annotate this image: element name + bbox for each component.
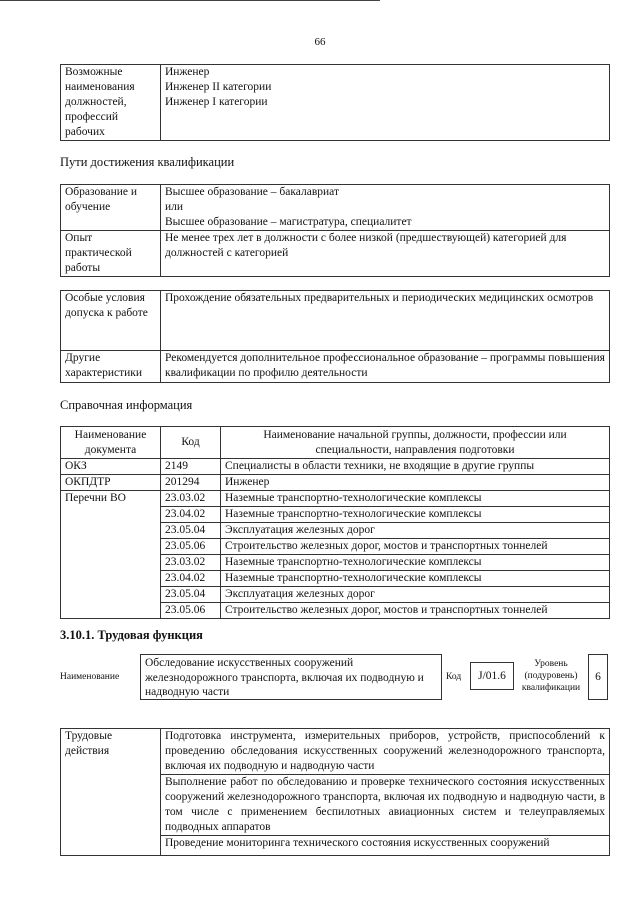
education-label: Образование и обучение bbox=[61, 185, 161, 231]
ref-code: 23.05.04 bbox=[161, 523, 221, 539]
ref-name: Строительство железных дорог, мостов и транспортных тоннелей bbox=[221, 603, 610, 619]
function-row bbox=[60, 654, 610, 704]
position-item: Инженер I категории bbox=[165, 96, 268, 108]
function-level-value: 6 bbox=[588, 654, 608, 700]
ref-doc: ОКПДТР bbox=[61, 475, 161, 491]
other-value: Рекомендуется дополнительное профессиональное образование – программы повышения квалификации по профилю деятельности bbox=[161, 351, 610, 383]
experience-label: Опыт практической работы bbox=[61, 231, 161, 277]
function-level-label: Уровень (подуровень) квалификации bbox=[521, 659, 581, 693]
page-number: 66 bbox=[314, 36, 326, 48]
ref-doc: Перечни ВО bbox=[61, 491, 161, 619]
position-item: Инженер II категории bbox=[165, 81, 272, 93]
conditions-value: Прохождение обязательных предварительных и периодических медицинских осмотров bbox=[161, 291, 610, 351]
education-table bbox=[60, 184, 610, 277]
ref-name: Эксплуатация железных дорог bbox=[221, 523, 610, 539]
function-code-value: J/01.6 bbox=[470, 662, 514, 690]
education-line: Высшее образование – бакалавриат bbox=[165, 186, 339, 198]
table-row bbox=[61, 459, 610, 475]
conditions-table bbox=[60, 290, 610, 383]
reference-heading: Справочная информация bbox=[60, 398, 193, 412]
table-row bbox=[61, 475, 610, 491]
education-line: Высшее образование – магистратура, специалитет bbox=[165, 216, 412, 228]
ref-header-code: Код bbox=[161, 427, 221, 459]
qualification-heading: Пути достижения квалификации bbox=[60, 155, 235, 169]
education-value bbox=[161, 185, 610, 231]
ref-header-name: Наименование начальной группы, должности, профессии или специальности, направления подготовки bbox=[221, 427, 610, 459]
ref-code: 23.03.02 bbox=[161, 491, 221, 507]
function-heading: 3.10.1. Трудовая функция bbox=[60, 628, 203, 642]
function-name-label: Наименование bbox=[60, 672, 120, 682]
ref-name: Наземные транспортно-технологические комплексы bbox=[221, 571, 610, 587]
table-row bbox=[61, 491, 610, 507]
ref-name: Наземные транспортно-технологические комплексы bbox=[221, 491, 610, 507]
experience-value: Не менее трех лет в должности с более низкой (предшествующей) категорией для должностей с категорией bbox=[161, 231, 610, 277]
ref-header-doc: Наименование документа bbox=[61, 427, 161, 459]
function-name-value: Обследование искусственных сооружений железнодорожного транспорта, включая их подводную и надводную части bbox=[140, 654, 442, 700]
ref-name: Инженер bbox=[221, 475, 610, 491]
action-item: Подготовка инструмента, измерительных приборов, устройств, приспособлений к проведению обследования искусственных сооружений железнодорожного транспорта, включая их подводную и надводную части bbox=[161, 729, 610, 775]
position-item: Инженер bbox=[165, 66, 210, 78]
ref-code: 2149 bbox=[161, 459, 221, 475]
ref-name: Эксплуатация железных дорог bbox=[221, 587, 610, 603]
ref-code: 23.04.02 bbox=[161, 507, 221, 523]
ref-code: 23.03.02 bbox=[161, 555, 221, 571]
ref-code: 201294 bbox=[161, 475, 221, 491]
positions-label: Возможные наименования должностей, профессий рабочих bbox=[61, 65, 161, 141]
top-rule bbox=[0, 0, 380, 1]
actions-table bbox=[60, 728, 610, 856]
ref-name: Наземные транспортно-технологические комплексы bbox=[221, 507, 610, 523]
ref-code: 23.05.04 bbox=[161, 587, 221, 603]
positions-table bbox=[60, 64, 610, 141]
positions-values bbox=[161, 65, 610, 141]
function-code-label: Код bbox=[446, 672, 462, 682]
ref-name: Специалисты в области техники, не входящие в другие группы bbox=[221, 459, 610, 475]
action-item: Проведение мониторинга технического состояния искусственных сооружений bbox=[161, 836, 610, 856]
action-item: Выполнение работ по обследованию и проверке технического состояния искусственных сооружений железнодорожного транспорта, включая их подводную и надводную части, в том числе с применением беспилотных авиационных систем и телеуправляемых подводных аппаратов bbox=[161, 775, 610, 836]
ref-code: 23.05.06 bbox=[161, 603, 221, 619]
ref-code: 23.05.06 bbox=[161, 539, 221, 555]
ref-doc: ОКЗ bbox=[61, 459, 161, 475]
ref-name: Строительство железных дорог, мостов и транспортных тоннелей bbox=[221, 539, 610, 555]
actions-label: Трудовые действия bbox=[61, 729, 161, 856]
conditions-label: Особые условия допуска к работе bbox=[61, 291, 161, 351]
reference-table bbox=[60, 426, 610, 619]
ref-code: 23.04.02 bbox=[161, 571, 221, 587]
other-label: Другие характеристики bbox=[61, 351, 161, 383]
education-line: или bbox=[165, 201, 184, 213]
ref-name: Наземные транспортно-технологические комплексы bbox=[221, 555, 610, 571]
